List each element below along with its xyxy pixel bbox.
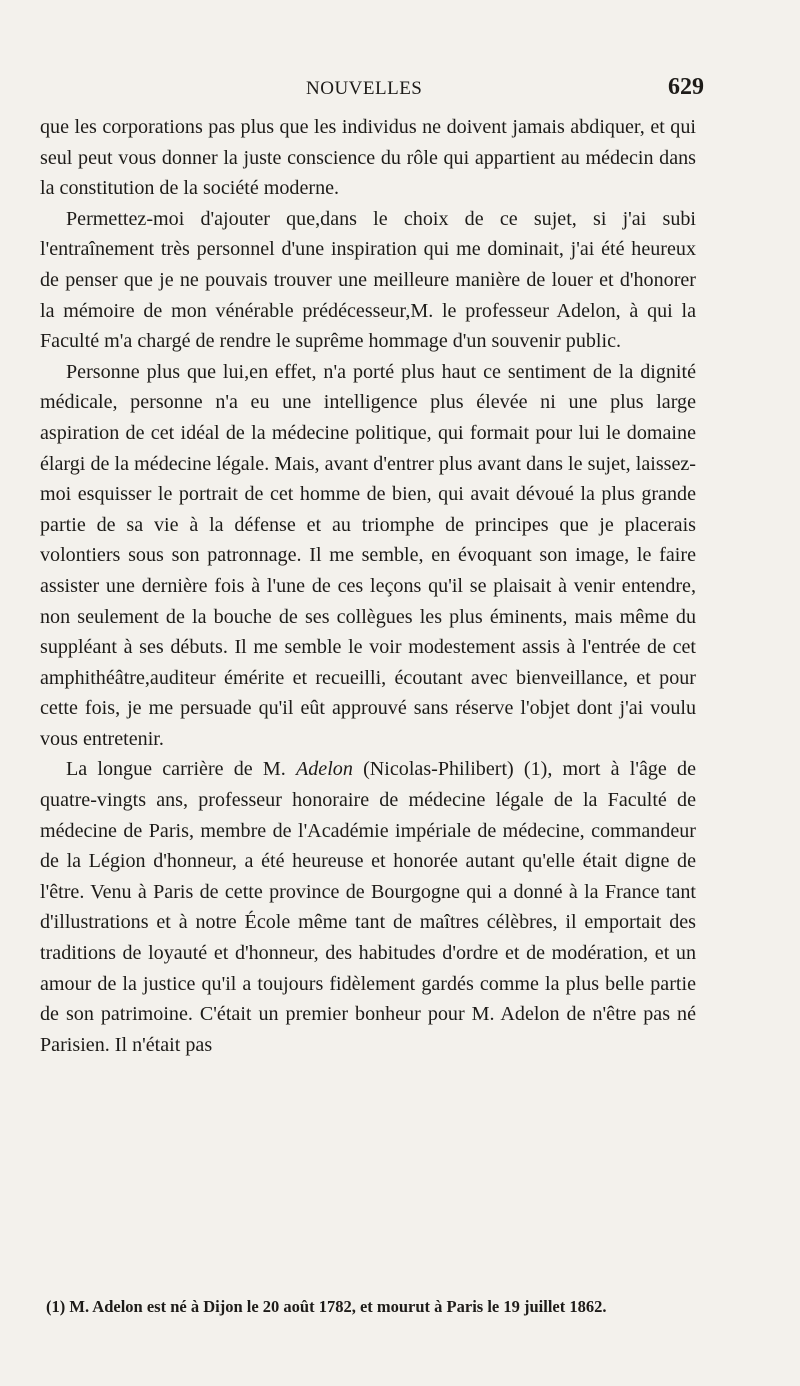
paragraph xyxy=(40,754,696,1060)
paragraph: Permettez-moi d'ajouter que,dans le choix de ce sujet, si j'ai subi l'entraînement très personnel d'une inspiration qui me dominait, j'ai été heureux de penser que je ne pouvais trouver une meilleure manière de louer et d'honorer la mémoire de mon vénérable prédécesseur,M. le professeur Adelon, à qui la Faculté m'a chargé de rendre le suprême hommage d'un souvenir public. xyxy=(40,207,696,353)
running-head xyxy=(38,74,704,108)
footnote: (1) M. Adelon est né à Dijon le 20 août 1782, et mourut à Paris le 19 juillet 1862. xyxy=(46,1297,607,1316)
paragraph-text-before-name: La longue carrière de M. xyxy=(66,758,296,781)
running-title: NOUVELLES xyxy=(306,78,423,99)
body-text xyxy=(40,112,696,1060)
paragraph-continued: que les corporations pas plus que les individus ne doivent jamais abdiquer, et qui seul peut vous donner la juste conscience du rôle qui appartient au médecin dans la constitution de la société moderne. xyxy=(40,116,696,200)
paragraph-text-after-name: (Nicolas-Philibert) (1), mort à l'âge de quatre-vingts ans, professeur honoraire de médecine légale de la Faculté de médecine de Paris, membre de l'Académie impériale de médecine, commandeur de la Légion d'honneur, a été heureuse et honorée autant qu'elle était digne de l'être. Venu à Paris de cette province de Bourgogne qui a donné à la France tant d'illustrations et à notre École même tant de maîtres célèbres, il emportait des traditions de loyauté et d'honneur, des habitudes d'ordre et de modération, et un amour de la justice qu'il a toujours fidèlement gardés comme la plus belle partie de son patrimoine. C'était un premier bonheur pour M. Adelon de n'être pas né Parisien. Il n'était pas xyxy=(40,758,696,1056)
paragraph: Personne plus que lui,en effet, n'a porté plus haut ce sentiment de la dignité médicale, personne n'a eu une intelligence plus élevée ni une plus large aspiration de cet idéal de la médecine politique, qui formait pour lui le domaine élargi de la médecine légale. Mais, avant d'entrer plus avant dans le sujet, laissez-moi esquisser le portrait de cet homme de bien, qui avait dévoué la plus grande partie de sa vie à la défense et au triomphe de principes que je placerais volontiers sous son patronnage. Il me semble, en évoquant son image, le faire assister une dernière fois à l'une de ces leçons qu'il se plaisait à venir entendre, non seulement de la bouche de ses collègues les plus éminents, mais même du suppléant à ses débuts. Il me semble le voir modestement assis à l'entrée de cet amphithéâtre,auditeur émérite et recueilli, écoutant avec bienveillance, et pour cette fois, je me persuade qu'il eût approuvé sans réserve l'objet dont j'ai voulu vous entretenir. xyxy=(40,360,696,750)
page-number: 629 xyxy=(668,74,704,100)
person-name: Adelon xyxy=(295,758,353,781)
